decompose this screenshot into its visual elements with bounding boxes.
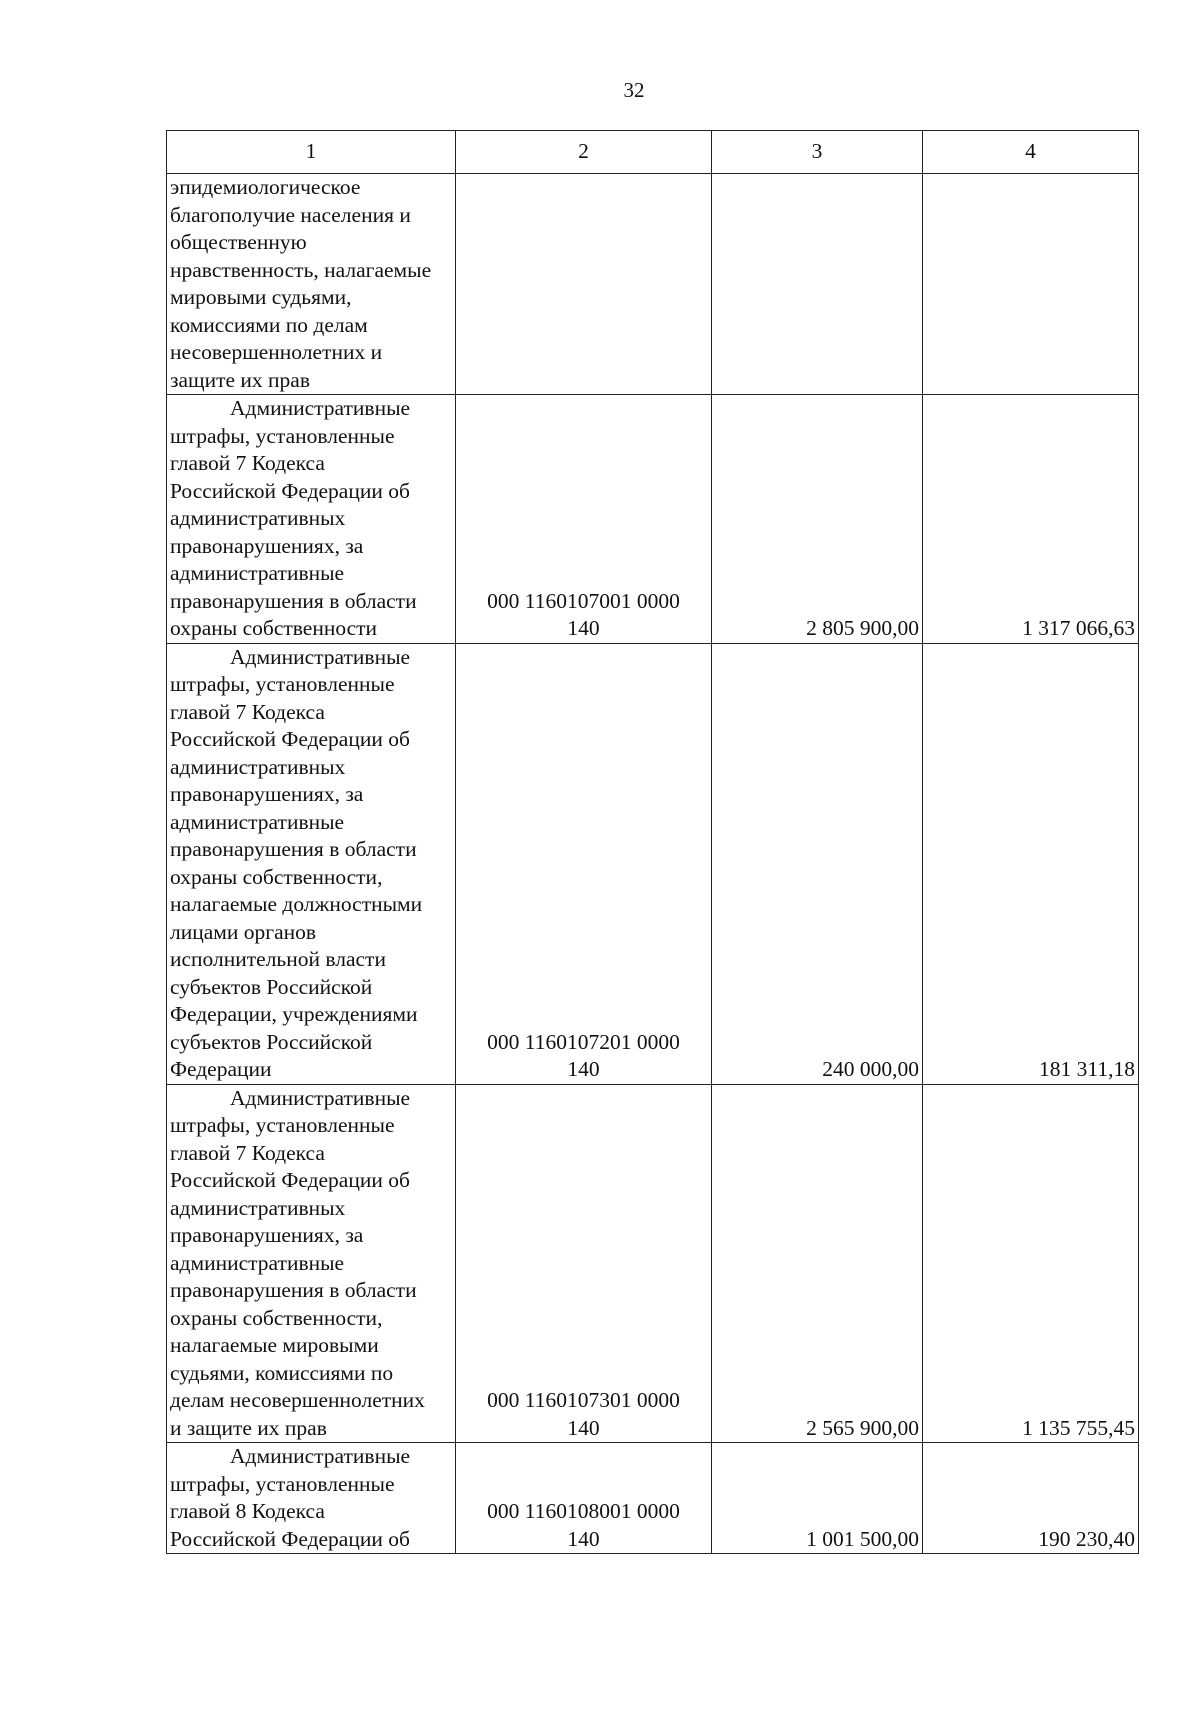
actual-amount: 190 230,40 bbox=[923, 1443, 1139, 1554]
description-line: правонарушения в области bbox=[170, 837, 417, 861]
description-line: правонарушения в области bbox=[170, 588, 417, 613]
row-description bbox=[167, 174, 456, 395]
budget-code-line: 000 1160107201 0000 bbox=[487, 1029, 680, 1054]
description-line: административных bbox=[170, 754, 346, 779]
column-header-3: 3 bbox=[712, 131, 923, 174]
table-header-row bbox=[167, 131, 1139, 174]
actual-amount bbox=[923, 174, 1139, 395]
actual-amount: 181 311,18 bbox=[923, 643, 1139, 1084]
table-row bbox=[167, 643, 1139, 1084]
description-line: лицами органов bbox=[170, 919, 317, 944]
description-line: нравственность, налагаемые bbox=[170, 257, 432, 282]
description-line: комиссиями по делам bbox=[170, 312, 368, 337]
description-line: Административные bbox=[230, 1085, 411, 1110]
planned-amount: 2 565 900,00 bbox=[712, 1084, 923, 1443]
budget-code-line: 140 bbox=[567, 616, 600, 640]
description-line: правонарушениях, за bbox=[170, 1223, 364, 1247]
actual-amount: 1 317 066,63 bbox=[923, 395, 1139, 644]
budget-code bbox=[456, 395, 712, 644]
description-line: благополучие населения и bbox=[170, 202, 411, 227]
budget-code bbox=[456, 1084, 712, 1443]
description-line: несовершеннолетних и bbox=[170, 340, 383, 364]
description-line: субъектов Российской bbox=[170, 974, 373, 999]
row-description bbox=[167, 1084, 456, 1443]
description-line: общественную bbox=[170, 230, 307, 254]
description-line: Российской Федерации об bbox=[170, 1526, 410, 1551]
row-description bbox=[167, 643, 456, 1084]
description-line: штрафы, установленные bbox=[170, 1471, 395, 1496]
table-row bbox=[167, 1084, 1139, 1443]
description-line: исполнительной власти bbox=[170, 947, 386, 971]
description-line: налагаемые должностными bbox=[170, 892, 423, 916]
description-line: главой 7 Кодекса bbox=[170, 1140, 325, 1165]
budget-code-line: 140 bbox=[567, 1057, 600, 1081]
column-header-1: 1 bbox=[167, 131, 456, 174]
table-row bbox=[167, 174, 1139, 395]
description-line: административных bbox=[170, 1195, 346, 1220]
description-line: субъектов Российской bbox=[170, 1029, 373, 1054]
description-line: правонарушениях, за bbox=[170, 782, 364, 806]
column-header-2: 2 bbox=[456, 131, 712, 174]
description-line: штрафы, установленные bbox=[170, 423, 395, 448]
description-line: Российской Федерации об bbox=[170, 1168, 410, 1192]
description-line: налагаемые мировыми bbox=[170, 1333, 379, 1357]
actual-amount: 1 135 755,45 bbox=[923, 1084, 1139, 1443]
row-description bbox=[167, 395, 456, 644]
description-line: Российской Федерации об bbox=[170, 727, 410, 751]
description-line: правонарушения в области bbox=[170, 1278, 417, 1302]
budget-code bbox=[456, 643, 712, 1084]
description-line: защите их прав bbox=[170, 367, 310, 392]
description-line: Административные bbox=[230, 396, 411, 420]
row-description bbox=[167, 1443, 456, 1554]
description-line: и защите их прав bbox=[170, 1415, 327, 1440]
budget-code-line: 140 bbox=[567, 1526, 600, 1551]
description-line: главой 8 Кодекса bbox=[170, 1499, 325, 1523]
description-line: административные bbox=[170, 561, 345, 585]
table-row bbox=[167, 1443, 1139, 1554]
budget-code bbox=[456, 174, 712, 395]
description-line: Административные bbox=[230, 644, 411, 669]
description-line: главой 7 Кодекса bbox=[170, 451, 325, 475]
description-line: охраны собственности, bbox=[170, 1305, 383, 1330]
budget-code-line: 000 1160107301 0000 bbox=[487, 1388, 680, 1412]
description-line: административные bbox=[170, 809, 345, 834]
table-row bbox=[167, 395, 1139, 644]
column-header-4: 4 bbox=[923, 131, 1139, 174]
budget-table bbox=[166, 130, 1139, 1554]
description-line: главой 7 Кодекса bbox=[170, 699, 325, 724]
planned-amount: 240 000,00 bbox=[712, 643, 923, 1084]
description-line: охраны собственности bbox=[170, 616, 378, 640]
description-line: эпидемиологическое bbox=[170, 175, 361, 199]
description-line: судьями, комиссиями по bbox=[170, 1360, 394, 1385]
description-line: штрафы, установленные bbox=[170, 672, 395, 696]
description-line: делам несовершеннолетних bbox=[170, 1388, 425, 1412]
description-line: охраны собственности, bbox=[170, 864, 383, 889]
planned-amount: 2 805 900,00 bbox=[712, 395, 923, 644]
description-line: административные bbox=[170, 1250, 345, 1275]
planned-amount: 1 001 500,00 bbox=[712, 1443, 923, 1554]
planned-amount bbox=[712, 174, 923, 395]
budget-code-line: 000 1160107001 0000 bbox=[487, 588, 680, 613]
page-number: 32 bbox=[623, 78, 645, 102]
description-line: Российской Федерации об bbox=[170, 478, 410, 503]
description-line: административных bbox=[170, 506, 346, 530]
budget-code bbox=[456, 1443, 712, 1554]
description-line: Федерации, учреждениями bbox=[170, 1002, 418, 1026]
description-line: Административные bbox=[230, 1444, 411, 1468]
description-line: мировыми судьями, bbox=[170, 285, 352, 309]
budget-code-line: 000 1160108001 0000 bbox=[487, 1499, 680, 1523]
description-line: Федерации bbox=[170, 1057, 272, 1081]
budget-code-line: 140 bbox=[567, 1415, 600, 1440]
description-line: штрафы, установленные bbox=[170, 1113, 395, 1137]
description-line: правонарушениях, за bbox=[170, 533, 364, 558]
